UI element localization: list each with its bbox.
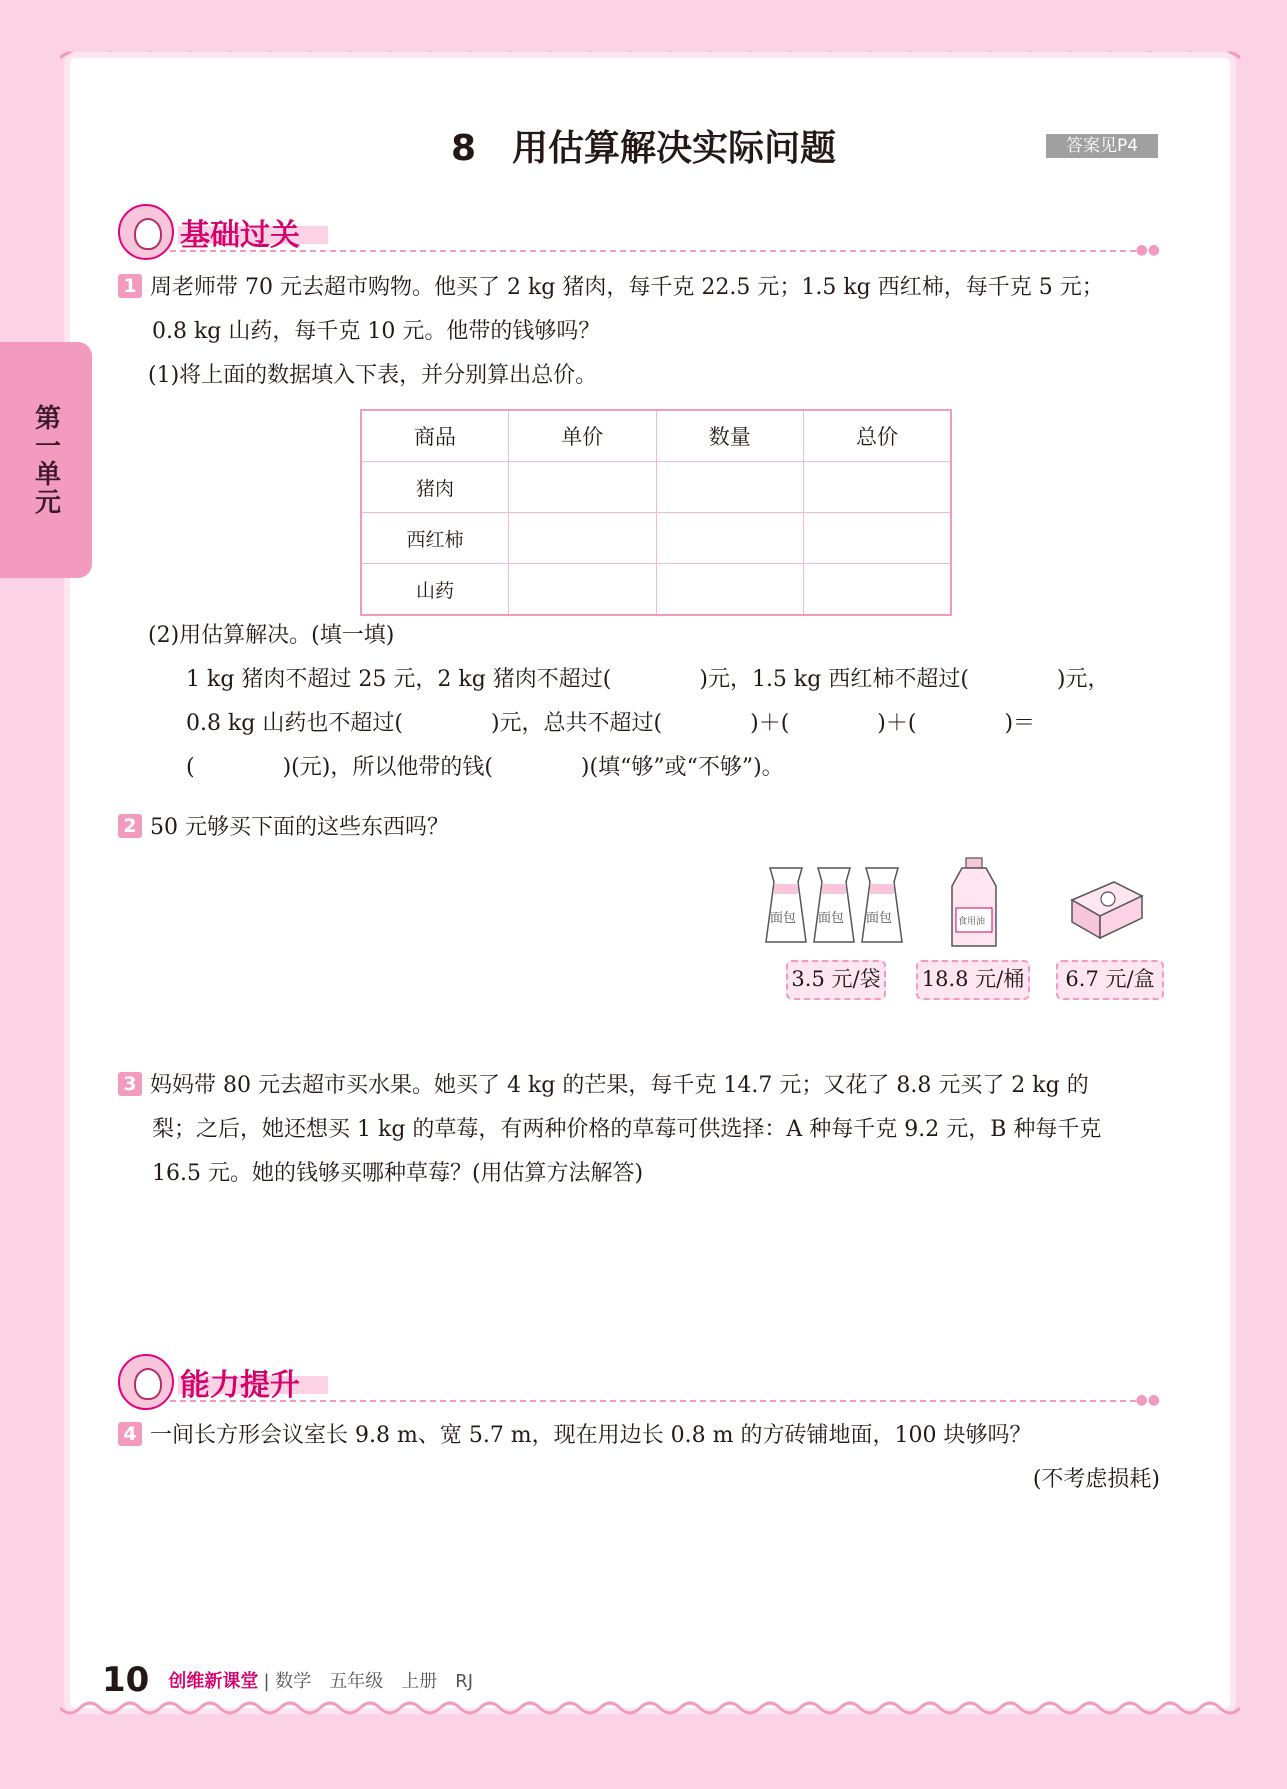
unit-label: 第一单元 [30,404,61,516]
question-3 [118,1064,1160,1196]
fill-line[interactable]: 0.8 kg 山药也不超过( )元，总共不超过( )＋( )＋( )＝ [186,711,1036,736]
question-2 [118,806,1160,850]
mascot-icon [118,1354,174,1410]
question-number: 1 [118,274,142,298]
question-1-part-2 [118,614,1160,790]
table-header-row [361,410,951,462]
bread-label: 面包 [818,911,845,926]
page-number: 10 [102,1660,150,1700]
table-cell-blank[interactable] [804,513,952,564]
table-cell-blank[interactable] [656,462,804,513]
dots-icon: ●● [1135,1392,1160,1408]
fill-line[interactable]: 1 kg 猪肉不超过 25 元，2 kg 猪肉不超过( )元，1.5 kg 西红柿不超过( )元， [186,667,1110,692]
price-tag: 18.8 元/桶 [916,960,1030,1000]
price-table [360,409,952,616]
table-header: 单价 [509,410,657,462]
question-number: 2 [118,814,142,838]
page-footer [102,1660,473,1700]
table-header: 商品 [361,410,509,462]
table-row [361,564,951,616]
question-text: 梨；之后，她还想买 1 kg 的草莓，有两种价格的草莓可供选择：A 种每千克 9.2 元，B 种每千克 [152,1117,1102,1142]
question-number: 4 [118,1422,142,1446]
table-cell-blank[interactable] [509,513,657,564]
mascot-icon [118,204,174,260]
section-divider [170,1400,1136,1402]
series-name: 创维新课堂 [168,1671,259,1692]
question-note: (不考虑损耗) [1032,1467,1160,1492]
sub-question-2: (2)用估算解决。(填一填) [148,623,395,648]
question-text: 一间长方形会议室长 9.8 m、宽 5.7 m，现在用边长 0.8 m 的方砖铺地面，100 块够吗？ [150,1423,1032,1448]
question-text: 妈妈带 80 元去超市买水果。她买了 4 kg 的芒果，每千克 14.7 元；又花了 8.8 元买了 2 kg 的 [150,1073,1089,1098]
bread-label: 面包 [770,911,797,926]
wavy-border-bottom [60,1698,1240,1720]
section-title-basic: 基础过关 [180,218,300,253]
section-title-advanced: 能力提升 [180,1368,300,1403]
price-tag: 6.7 元/盒 [1056,960,1164,1000]
question-4 [118,1414,1160,1502]
section-header-advanced [118,1354,1160,1410]
section-header-basic [118,204,1160,260]
table-cell-item: 山药 [361,564,509,616]
table-cell-blank[interactable] [509,462,657,513]
question-number: 3 [118,1072,142,1096]
oil-bottle-icon [946,856,1002,952]
question-text: 16.5 元。她的钱够买哪种草莓？(用估算方法解答) [152,1161,644,1186]
question-text: 0.8 kg 山药，每千克 10 元。他带的钱够吗？ [152,319,601,344]
table-cell-blank[interactable] [509,564,657,616]
fill-line[interactable]: ( )(元)，所以他带的钱( )(填“够”或“不够”)。 [186,755,784,780]
bread-label: 面包 [866,911,893,926]
question-text: 50 元够买下面的这些东西吗？ [150,815,449,840]
table-header: 数量 [656,410,804,462]
table-cell-blank[interactable] [656,513,804,564]
answer-reference-badge: 答案见P4 [1046,134,1158,158]
table-cell-blank[interactable] [804,462,952,513]
dots-icon: ●● [1135,242,1160,258]
question-1 [118,266,1160,398]
gift-box-icon [1068,872,1146,942]
page-title: 8 用估算解决实际问题 [450,128,837,169]
book-meta: | 数学 五年级 上册 RJ [263,1671,474,1692]
table-cell-item: 西红柿 [361,513,509,564]
bread-bags-icon [762,862,910,946]
table-cell-blank[interactable] [656,564,804,616]
price-tag: 3.5 元/袋 [786,960,886,1000]
unit-side-tab [0,342,92,578]
table-row [361,513,951,564]
table-header: 总价 [804,410,952,462]
table-row [361,462,951,513]
sub-question-1: (1)将上面的数据填入下表，并分别算出总价。 [148,363,598,388]
table-cell-blank[interactable] [804,564,952,616]
oil-label: 食用油 [958,917,986,927]
table-cell-item: 猪肉 [361,462,509,513]
question-text: 周老师带 70 元去超市购物。他买了 2 kg 猪肉，每千克 22.5 元；1.5 kg 西红柿，每千克 5 元； [150,275,1104,300]
section-divider [170,250,1136,252]
